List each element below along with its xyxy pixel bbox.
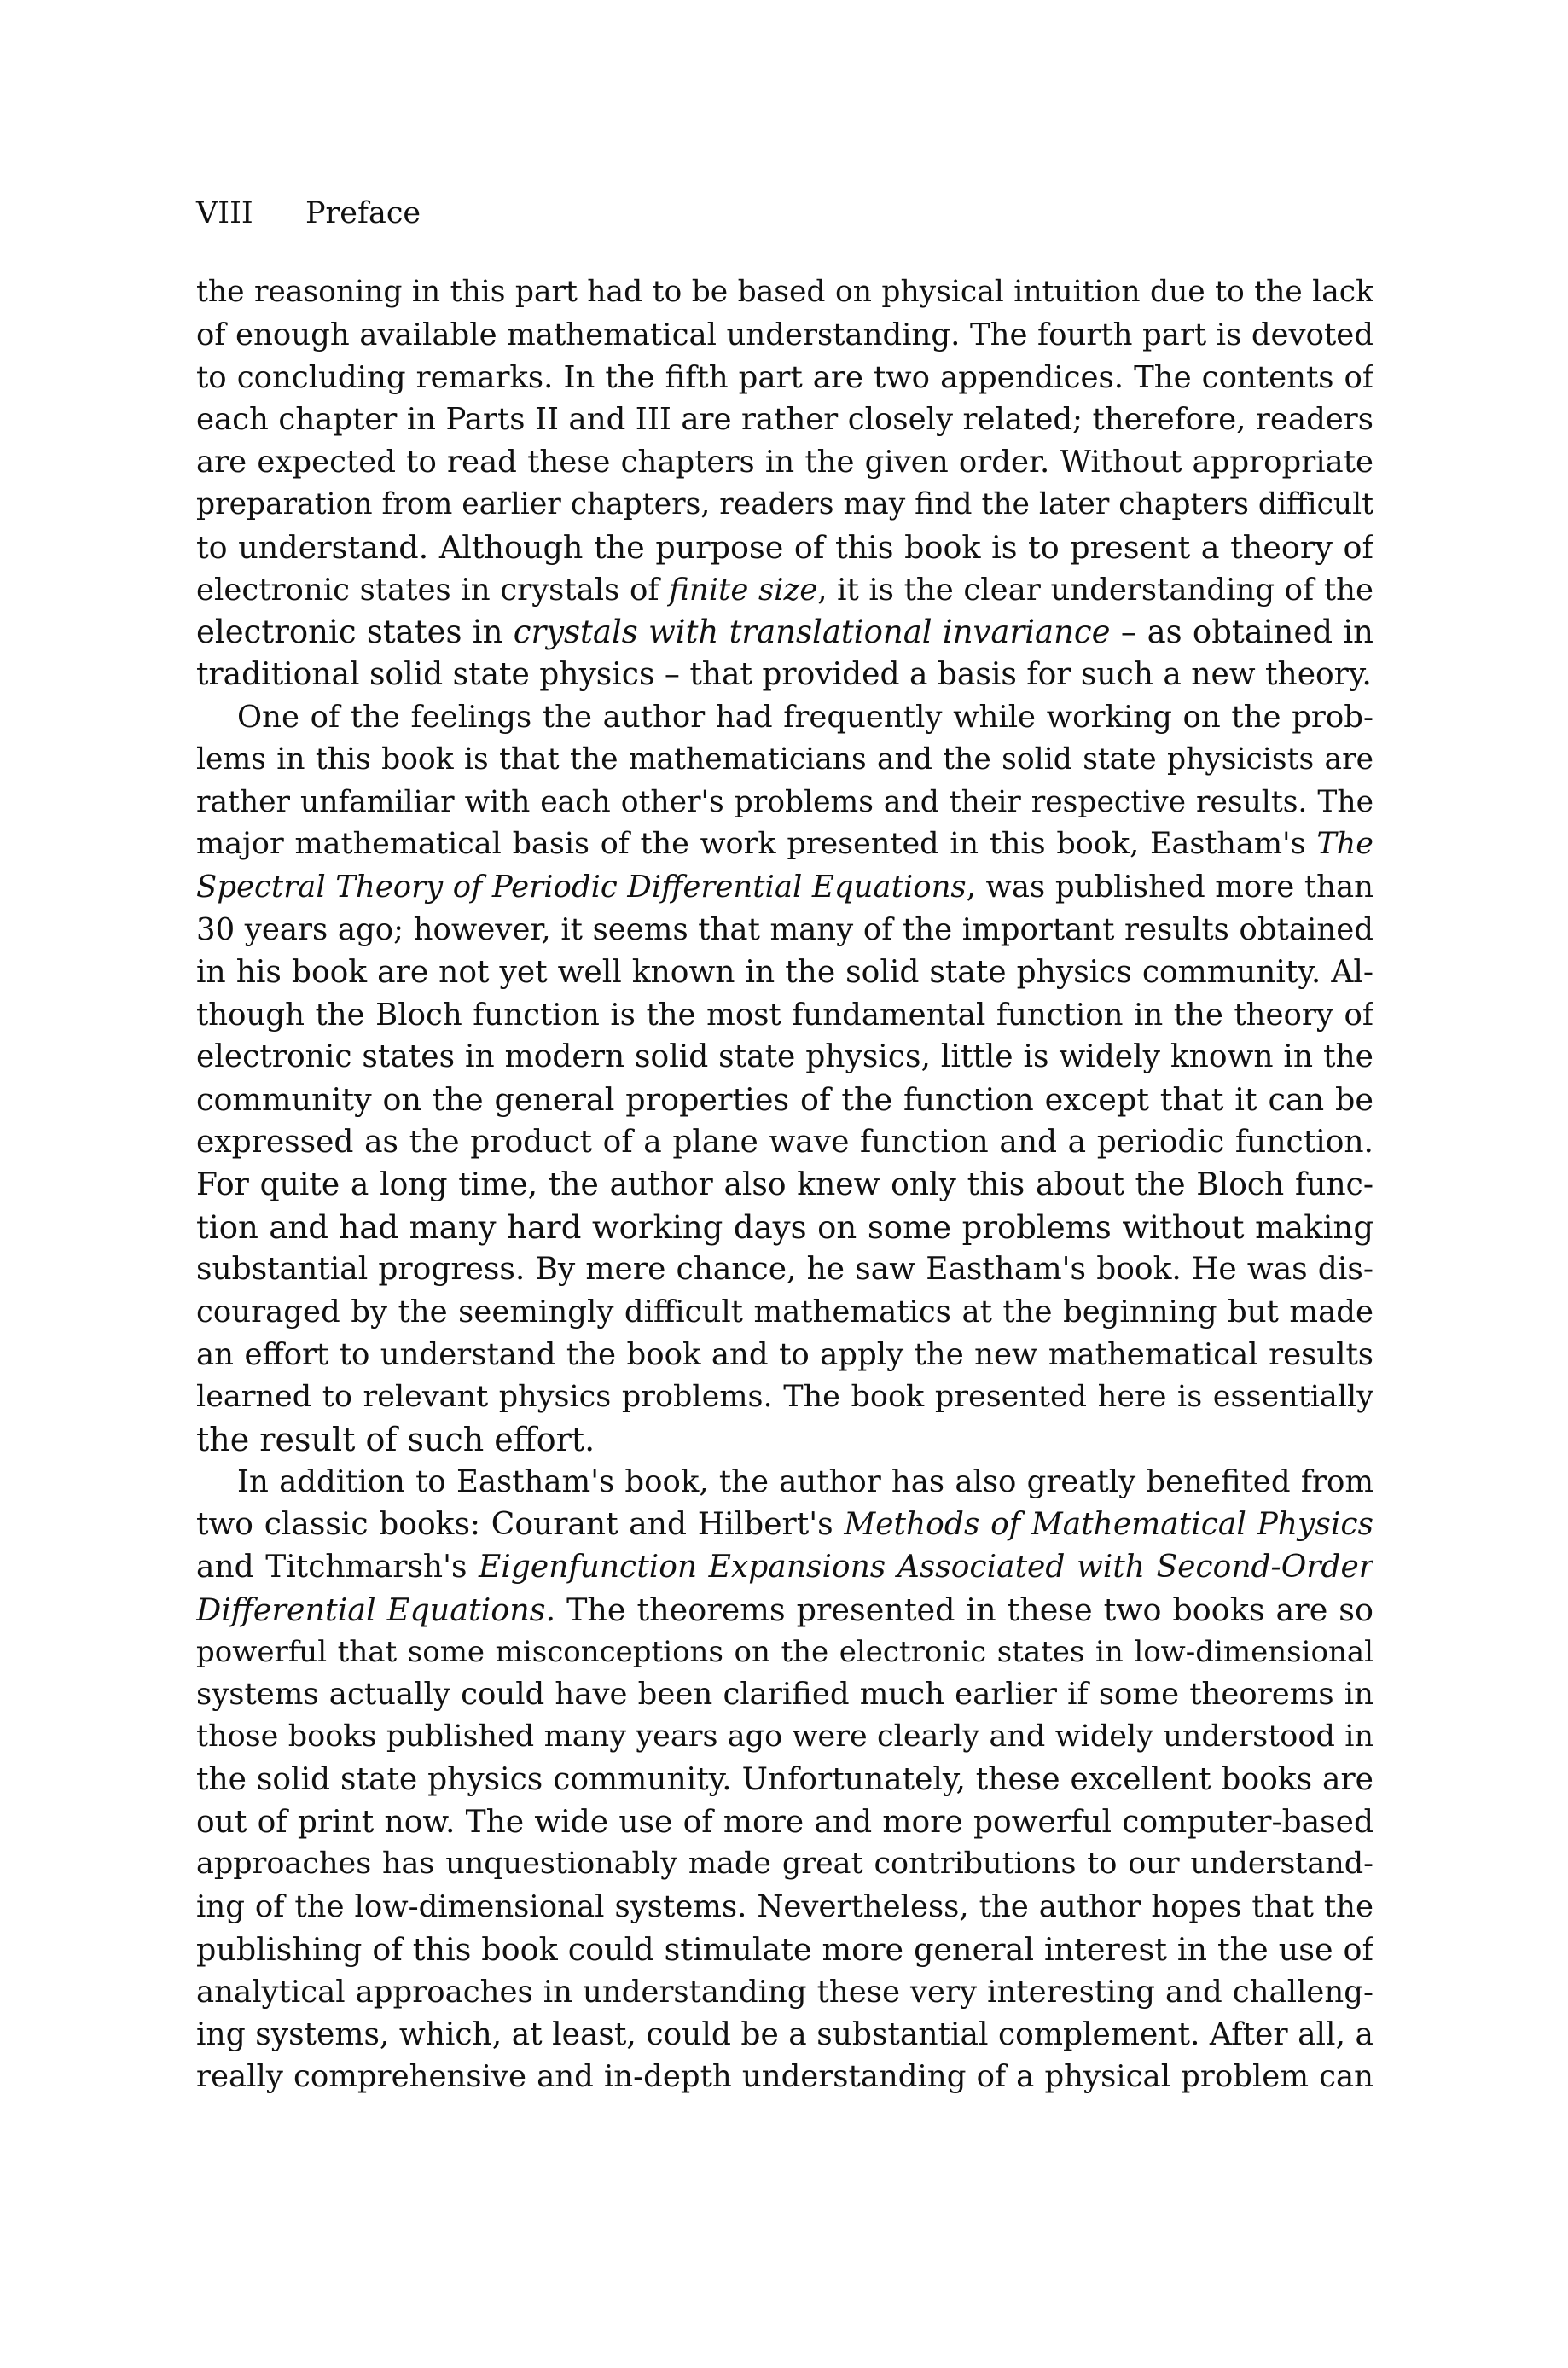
text-segment: expressed as the product of a plane wave function and a periodic function. — [196, 1124, 1373, 1160]
text-line — [196, 611, 1373, 654]
text-line — [196, 1929, 1373, 1971]
preface-body-text — [196, 271, 1373, 2098]
text-segment: and Titchmarsh's — [196, 1549, 479, 1585]
text-line — [196, 696, 1373, 739]
text-line — [196, 441, 1373, 484]
text-segment: , was published more than — [966, 870, 1373, 905]
text-segment: rather unfamiliar with each other's problems and their respective results. The — [196, 784, 1373, 819]
text-segment: For quite a long time, the author also knew only this about the Bloch func- — [196, 1167, 1373, 1202]
text-line — [196, 1759, 1373, 1801]
paragraph — [196, 1461, 1373, 2098]
text-segment: One of the feelings the author had frequently while working on the prob- — [237, 699, 1373, 735]
text-segment: learned to relevant physics problems. The book presented here is essentially — [196, 1379, 1373, 1414]
text-segment: approaches has unquestionably made great contributions to our understand- — [196, 1847, 1373, 1882]
text-line — [196, 1419, 1373, 1462]
text-segment: electronic states in modern solid state physics, little is widely known in the — [196, 1039, 1373, 1075]
text-segment: ing systems, which, at least, could be a substantial complement. After all, a — [196, 2016, 1373, 2052]
text-line — [196, 1801, 1373, 1844]
text-line — [196, 739, 1373, 782]
text-line — [196, 1334, 1373, 1376]
text-segment: in his book are not yet well known in the solid state physics community. Al- — [196, 954, 1373, 990]
text-segment: couraged by the seemingly difficult mathematics at the beginning but made — [196, 1295, 1373, 1330]
text-segment: the result of such effort. — [196, 1420, 595, 1458]
paragraph — [196, 271, 1373, 696]
text-line — [196, 1716, 1373, 1759]
text-segment: substantial progress. By mere chance, he saw Eastham's book. He was dis- — [196, 1252, 1373, 1288]
text-line — [196, 1632, 1373, 1674]
text-segment: ing of the low-dimensional systems. Nevertheless, the author hopes that the — [196, 1889, 1373, 1925]
text-line — [196, 271, 1373, 314]
text-line — [196, 527, 1373, 569]
italic-title-text: crystals with translational invariance — [513, 614, 1111, 651]
text-line — [196, 1843, 1373, 1886]
text-line — [196, 1164, 1373, 1207]
text-line — [196, 1248, 1373, 1291]
text-segment: to understand. Although the purpose of this book is to present a theory of — [196, 528, 1373, 566]
text-line — [196, 866, 1373, 909]
text-line — [196, 1291, 1373, 1334]
text-line — [196, 2056, 1373, 2098]
running-header — [196, 195, 421, 232]
text-line — [196, 1886, 1373, 1929]
text-line — [196, 484, 1373, 527]
text-segment: though the Bloch function is the most fundamental function in the theory of — [196, 997, 1373, 1033]
text-segment: major mathematical basis of the work presented in this book, Eastham's — [196, 827, 1317, 862]
text-line — [196, 1461, 1373, 1504]
text-segment: traditional solid state physics – that provided a basis for such a new theory. — [196, 657, 1372, 693]
text-line — [196, 1504, 1373, 1546]
text-segment: The theorems presented in these two books are so — [555, 1591, 1373, 1628]
text-segment: systems actually could have been clarified much earlier if some theorems in — [196, 1677, 1373, 1713]
text-line — [196, 1036, 1373, 1079]
text-segment: lems in this book is that the mathematicians and the solid state physicists are — [196, 742, 1373, 777]
text-line — [196, 823, 1373, 866]
italic-title-text: Spectral Theory of Periodic Differential Equations — [196, 870, 967, 905]
text-segment: two classic books: Courant and Hilbert's — [196, 1507, 845, 1543]
text-segment: In addition to Eastham's book, the author has also greatly benefited from — [237, 1464, 1373, 1500]
text-line — [196, 951, 1373, 994]
text-segment: 30 years ago; however, it seems that many of the important results obtained — [196, 911, 1373, 947]
text-segment: an effort to understand the book and to apply the new mathematical results — [196, 1336, 1373, 1372]
text-segment: publishing of this book could stimulate more general interest in the use of — [196, 1931, 1373, 1969]
text-segment: preparation from earlier chapters, readers may find the later chapters difficult — [196, 486, 1373, 521]
text-segment: out of print now. The wide use of more and more powerful computer-based — [196, 1804, 1373, 1840]
italic-title-text: finite size — [669, 572, 818, 608]
text-line — [196, 782, 1373, 824]
text-segment: really comprehensive and in-depth understanding of a physical problem can — [196, 2059, 1373, 2095]
text-line — [196, 569, 1373, 612]
text-segment: each chapter in Parts II and III are rather closely related; therefore, readers — [196, 402, 1373, 438]
page-number: VIII — [196, 196, 253, 230]
text-segment: , it is the clear understanding of the — [817, 572, 1373, 608]
text-line — [196, 1971, 1373, 2014]
text-line — [196, 1376, 1373, 1419]
text-segment: those books published many years ago were clearly and widely understood in — [196, 1719, 1373, 1754]
paragraph — [196, 696, 1373, 1461]
text-line — [196, 654, 1373, 696]
text-segment: to concluding remarks. In the fifth part are two appendices. The contents of — [196, 359, 1373, 395]
text-line — [196, 2014, 1373, 2057]
running-title: Preface — [305, 196, 421, 230]
text-line — [196, 1121, 1373, 1164]
text-line — [196, 357, 1373, 399]
text-line — [196, 1546, 1373, 1589]
text-segment: powerful that some misconceptions on the electronic states in low-dimensional — [196, 1634, 1373, 1669]
text-segment: tion and had many hard working days on some problems without making — [196, 1208, 1373, 1246]
text-segment: of enough available mathematical understanding. The fourth part is devoted — [196, 317, 1373, 352]
text-line — [196, 314, 1373, 357]
italic-title-text: Differential Equations. — [196, 1591, 556, 1628]
text-segment: – as obtained in — [1110, 614, 1373, 651]
text-segment: the solid state physics community. Unfortunately, these excellent books are — [196, 1761, 1373, 1797]
text-segment: electronic states in — [196, 614, 514, 651]
text-segment: analytical approaches in understanding these very interesting and challeng- — [196, 1974, 1373, 2010]
text-line — [196, 1673, 1373, 1716]
italic-title-text: Eigenfunction Expansions Associated with Second-Order — [479, 1549, 1373, 1585]
text-line — [196, 994, 1373, 1037]
text-segment: the reasoning in this part had to be based on physical intuition due to the lack — [196, 275, 1373, 309]
italic-title-text: Methods of Mathematical Physics — [844, 1507, 1373, 1543]
text-segment: electronic states in crystals of — [196, 572, 670, 608]
text-line — [196, 1079, 1373, 1121]
text-line — [196, 1589, 1373, 1632]
text-line — [196, 1207, 1373, 1249]
text-segment: are expected to read these chapters in the given order. Without appropriate — [196, 445, 1373, 480]
text-line — [196, 909, 1373, 951]
text-segment: community on the general properties of the function except that it can be — [196, 1081, 1373, 1119]
text-line — [196, 399, 1373, 441]
italic-title-text: The — [1316, 827, 1373, 862]
